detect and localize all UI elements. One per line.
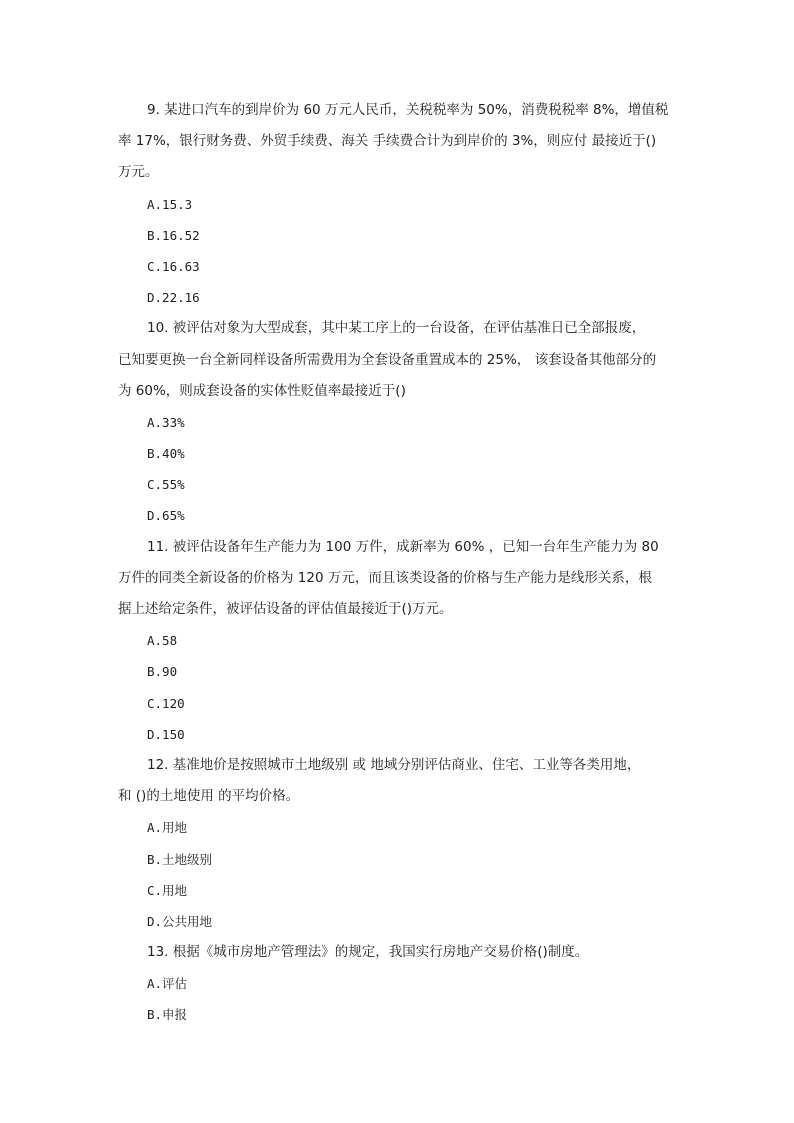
- question-12: [118, 750, 688, 937]
- question-9: [118, 95, 688, 313]
- answer-option: D.65%: [147, 508, 185, 524]
- answer-option: B.申报: [147, 1007, 188, 1023]
- answer-option: D.公共用地: [147, 913, 213, 929]
- question-stem-line: 万件的同类全新设备的价格为 120 万元，而且该类设备的价格与生产能力是线形关系，根: [118, 569, 652, 586]
- answer-option: A.33%: [147, 414, 185, 430]
- question-stem-line: 据上述给定条件，被评估设备的评估值最接近于()万元。: [118, 601, 453, 617]
- answer-option: B.土地级别: [147, 851, 213, 867]
- answer-option: B.16.52: [147, 227, 200, 243]
- answer-option: C.120: [147, 695, 185, 711]
- question-stem-line: 13. 根据《城市房地产管理法》的规定，我国实行房地产交易价格()制度。: [147, 944, 589, 961]
- answer-option: A.15.3: [147, 196, 193, 212]
- question-stem-line: 和 ()的土地使用 的平均价格。: [118, 788, 300, 805]
- answer-option: A.用地: [147, 820, 188, 836]
- question-stem-line: 为 60%，则成套设备的实体性贬值率最接近于(): [118, 382, 406, 399]
- question-stem-line: 10. 被评估对象为大型成套，其中某工序上的一台设备，在评估基准日已全部报废，: [147, 320, 646, 337]
- question-stem-line: 已知要更换一台全新同样设备所需费用为全套设备重置成本的 25%， 该套设备其他部分的: [118, 351, 657, 368]
- answer-option: B.90: [147, 664, 178, 680]
- question-stem-line: 万元。: [118, 164, 159, 181]
- question-stem-line: 11. 被评估设备年生产能力为 100 万件，成新率为 60% ，已知一台年生产能力为 80: [147, 538, 659, 555]
- answer-option: A.58: [147, 633, 178, 649]
- answer-option: D.22.16: [147, 290, 200, 306]
- answer-option: D.150: [147, 726, 185, 742]
- answer-option: A.评估: [147, 976, 188, 992]
- answer-option: B.40%: [147, 446, 185, 462]
- question-stem-line: 12. 基准地价是按照城市土地级别 或 地域分别评估商业、住宅、工业等各类用地，: [147, 756, 641, 773]
- question-stem-line: 率 17%，银行财务费、外贸手续费、海关 手续费合计为到岸价的 3%，则应付 最接近于(): [118, 133, 657, 150]
- answer-option: C.用地: [147, 882, 188, 898]
- document-page: [118, 95, 688, 1031]
- answer-option: C.16.63: [147, 258, 200, 274]
- question-13: [118, 937, 688, 1031]
- question-stem-line: 9. 某进口汽车的到岸价为 60 万元人民币，关税税率为 50%，消费税税率 8%，增值税: [147, 102, 669, 118]
- question-10: [118, 313, 688, 531]
- question-11: [118, 532, 688, 750]
- answer-option: C.55%: [147, 477, 185, 493]
